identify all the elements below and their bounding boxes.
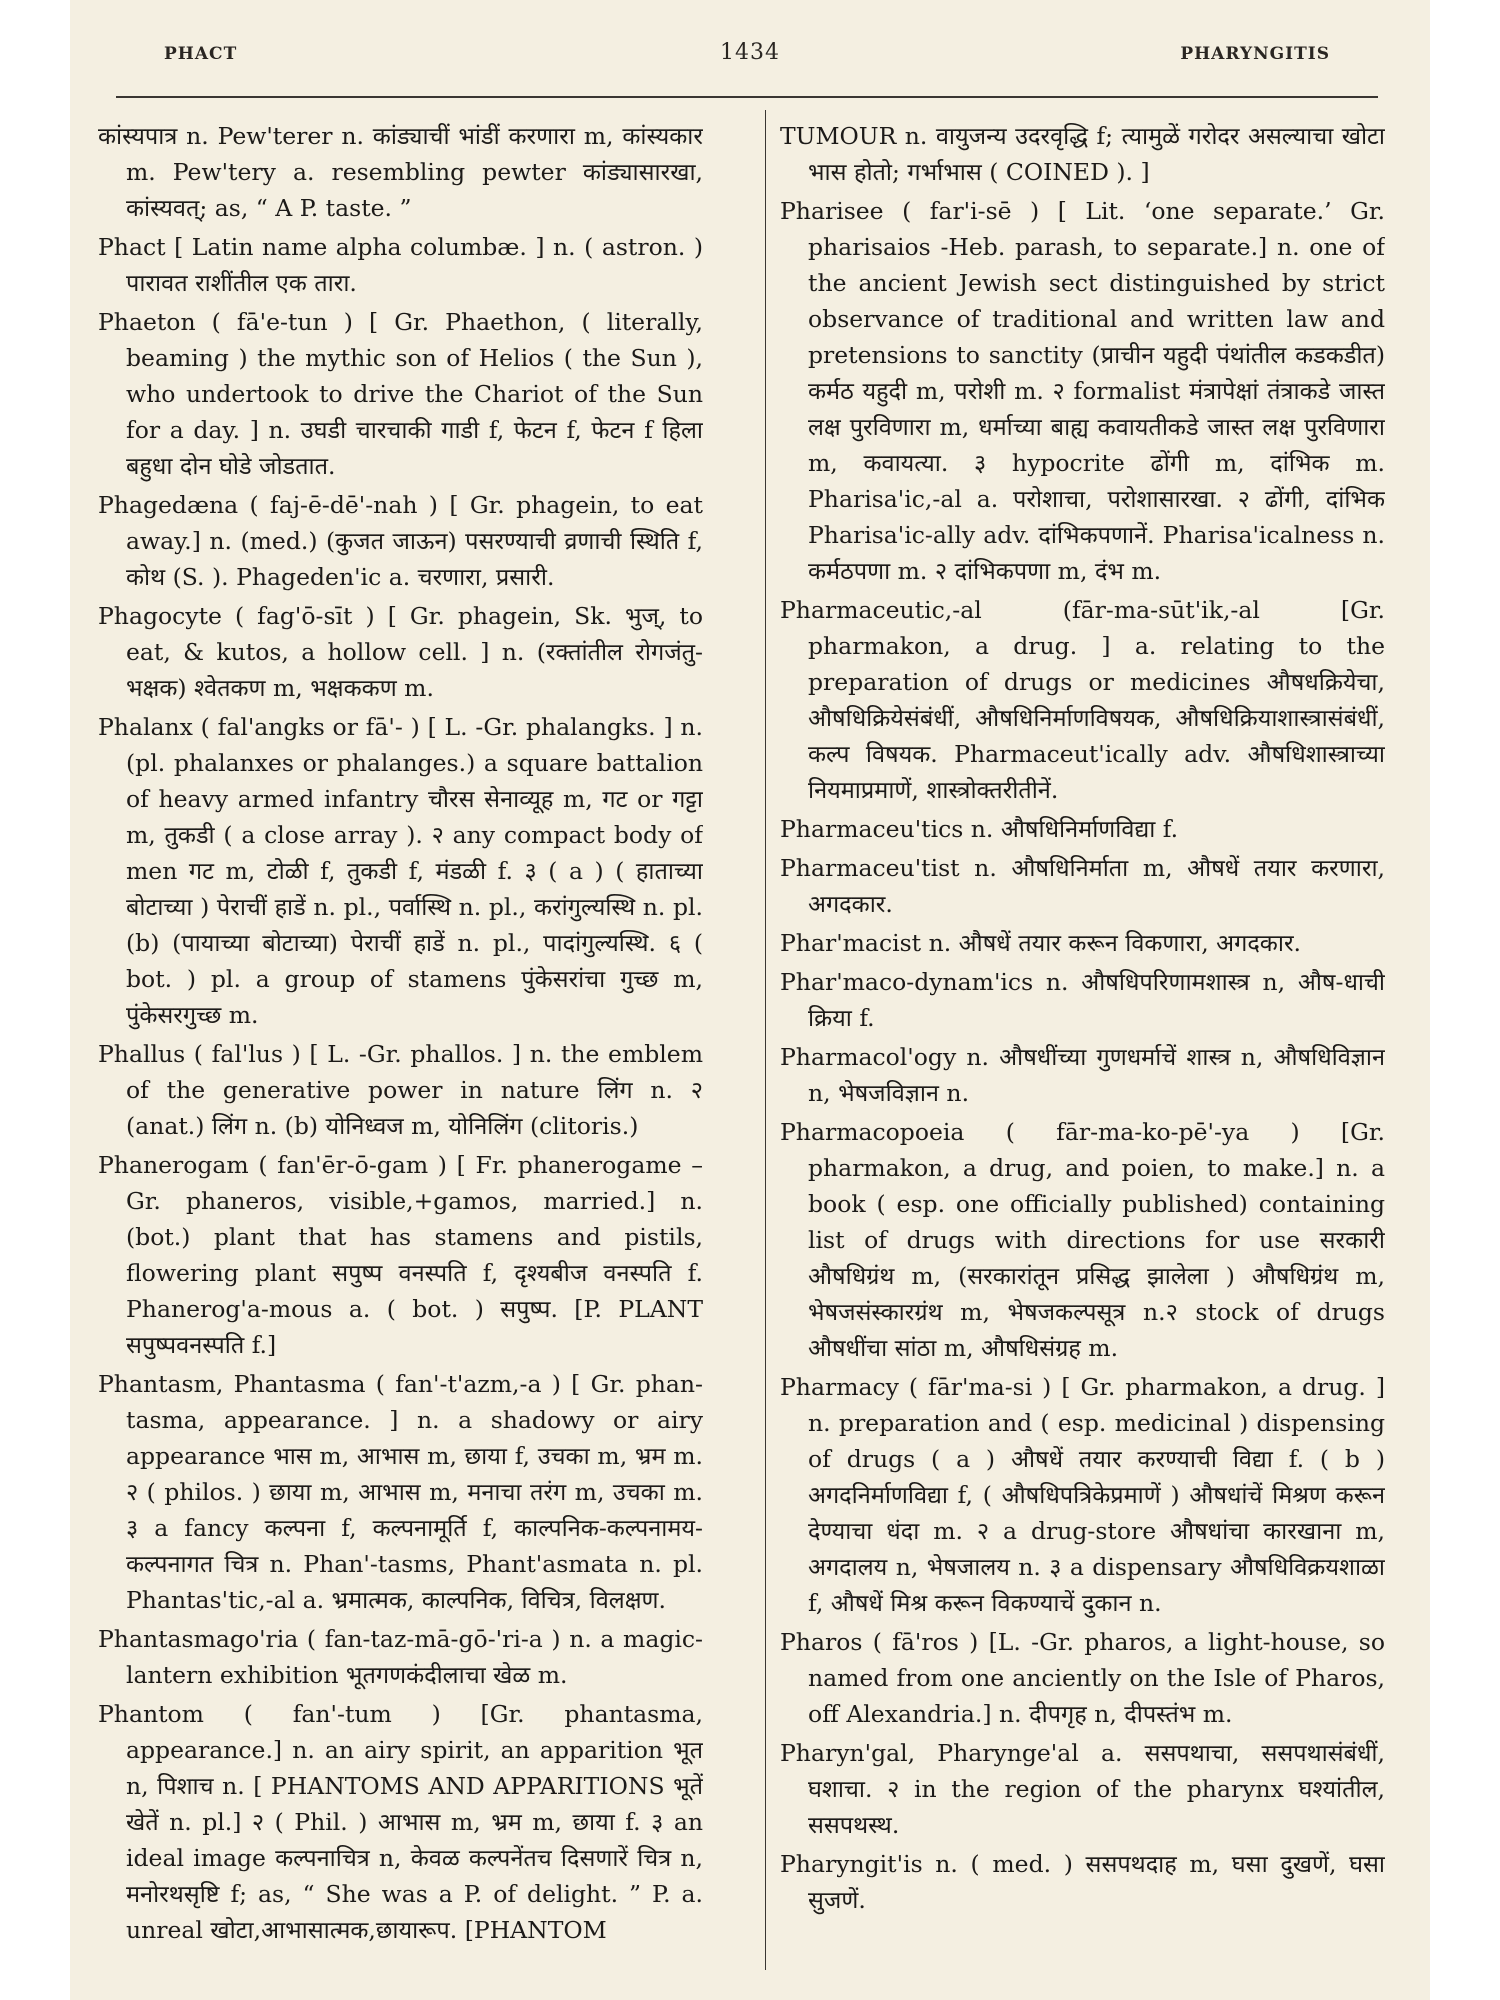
- dictionary-entry: Pharmaceu'tics n. औषधिनिर्माणविद्या f.: [780, 815, 1179, 843]
- right-column: [780, 118, 1385, 1978]
- dictionary-entry: Pharisee ( far'i-sē ) [ Lit. ‘one separate.’ Gr. pharisaios -Heb. parash, to separate.] n. one of the ancient Jewish sect distinguished by strict observance of traditional and written law and pretensions to sanctity (प्राचीन यहुदी पंथांतील कडकडीत) कर्मठ यहुदी m, परोशी m. २ formalist मंत्रापेक्षां तंत्राकडे जास्त लक्ष पुरविणारा m, धर्माच्या बाह्य कवायतीकडे जास्त लक्ष पुरविणारा m, कवायत्या. ३ hypocrite ढोंगी m, दांभिक m. Pharisa'ic,-al a. परोशाचा, परोशासारखा. २ ढोंगी, दांभिक Pharisa'ic-ally adv. दांभिकपणानें. Pharisa'icalness n. कर्मठपणा m. २ दांभिकपणा m, दंभ m.: [780, 197, 1385, 585]
- dictionary-page: [70, 0, 1430, 2000]
- dictionary-entry: Phar'maco-dynam'ics n. औषधिपरिणामशास्त्र n, औष-धाची क्रिया f.: [780, 968, 1385, 1032]
- dictionary-entry: कांस्यपात्र n. Pew'terer n. कांड्याचीं भांडीं करणारा m, कांस्यकार m. Pew'tery a. resembling pewter कांड्यासारखा, कांस्यवत्; as, “ A P. taste. ”: [98, 122, 703, 222]
- dictionary-entry: Phalanx ( fal'angks or fā'- ) [ L. -Gr. phalangks. ] n. (pl. phalanxes or phalanges.) a square battalion of heavy armed infantry चौरस सेनाव्यूह m, गट or गट्टा m, तुकडी ( a close array ). २ any compact body of men गट m, टोळी f, तुकडी f, मंडळी f. ३ ( a ) ( हाताच्या बोटाच्या ) पेराचीं हाडें n. pl., पर्वास्थि n. pl., करांगुल्यस्थि n. pl. (b) (पायाच्या बोटाच्या) पेराचीं हाडें n. pl., पादांगुल्यस्थि. ६ ( bot. ) pl. a group of stamens पुंकेसरांचा गुच्छ m, पुंकेसरगुच्छ m.: [98, 713, 703, 1029]
- dictionary-entry: Phantasm, Phantasma ( fan'-t'azm,-a ) [ Gr. phan-tasma, appearance. ] n. a shadowy or airy appearance भास m, आभास m, छाया f, उचका m, भ्रम m. २ ( philos. ) छाया m, आभास m, मनाचा तरंग m, उचका m. ३ a fancy कल्पना f, कल्पनामूर्ति f, काल्पनिक-कल्पनामय-कल्पनागत चित्र n. Phan'-tasms, Phant'asmata n. pl. Phantas'tic,-al a. भ्रमात्मक, काल्पनिक, विचित्र, विलक्षण.: [98, 1370, 703, 1614]
- page-number: 1434: [720, 40, 780, 65]
- guide-word-left: PHACT: [164, 44, 238, 64]
- dictionary-entry: Phantasmago'ria ( fan-taz-mā-gō-'ri-a ) n. a magic-lantern exhibition भूतगणकंदीलाचा खेळ m.: [98, 1625, 703, 1689]
- dictionary-entry: Phaeton ( fā'e-tun ) [ Gr. Phaethon, ( literally, beaming ) the mythic son of Helios ( the Sun ), who undertook to drive the Chariot of the Sun for a day. ] n. उघडी चारचाकी गाडी f, फेटन f, फेटन f हिला बहुधा दोन घोडे जोडतात.: [98, 308, 703, 480]
- dictionary-entry: Pharmaceu'tist n. औषधिनिर्माता m, औषधें तयार करणारा, अगदकार.: [780, 854, 1385, 918]
- dictionary-entry: Pharos ( fā'ros ) [L. -Gr. pharos, a light-house, so named from one anciently on the Isle of Pharos, off Alexandria.] n. दीपगृह n, दीपस्तंभ m.: [780, 1628, 1385, 1728]
- dictionary-entry: Pharmacy ( fār'ma-si ) [ Gr. pharmakon, a drug. ] n. preparation and ( esp. medicinal ) dispensing of drugs ( a ) औषधें तयार करण्याची विद्या f. ( b ) अगदनिर्माणविद्या f, ( औषधिपत्रिकेप्रमाणें ) औषधांचें मिश्रण करून देण्याचा धंदा m. २ a drug-store औषधांचा कारखाना m, अगदालय n, भेषजालय n. ३ a dispensary औषधिविक्रयशाळा f, औषधें मिश्र करून विकण्याचें दुकान n.: [780, 1373, 1385, 1617]
- dictionary-entry: TUMOUR n. वायुजन्य उदरवृद्धि f; त्यामुळें गरोदर असल्याचा खोटा भास होतो; गर्भाभास ( COINED ). ]: [780, 122, 1385, 186]
- dictionary-entry: Pharmaceutic,-al (fār-ma-sūt'ik,-al [Gr. pharmakon, a drug. ] a. relating to the preparation of drugs or medicines औषधक्रियेचा, औषधिक्रियेसंबंधीं, औषधिनिर्माणविषयक, औषधिक्रियाशास्त्रासंबंधीं, कल्प विषयक. Pharmaceut'ically adv. औषधिशास्त्राच्या नियमाप्रमाणें, शास्त्रोक्तरीतीनें.: [780, 596, 1385, 804]
- dictionary-entry: Pharmacol'ogy n. औषधींच्या गुणधर्माचें शास्त्र n, औषधिविज्ञान n, भेषजविज्ञान n.: [780, 1043, 1385, 1107]
- dictionary-entry: Phagocyte ( fag'ō-sīt ) [ Gr. phagein, Sk. भुज्, to eat, & kutos, a hollow cell. ] n. (रक्तांतील रोगजंतु-भक्षक) श्वेतकण m, भक्षककण m.: [98, 602, 703, 702]
- header-rule: [116, 96, 1378, 98]
- dictionary-entry: Pharyngit'is n. ( med. ) ससपथदाह m, घसा दुखणें, घसा सुजणें.: [780, 1850, 1385, 1914]
- dictionary-entry: Pharyn'gal, Pharynge'al a. ससपथाचा, ससपथासंबंधीं, घशाचा. २ in the region of the pharynx घश्यांतील, ससपथस्थ.: [780, 1739, 1385, 1839]
- dictionary-entry: Phact [ Latin name alpha columbæ. ] n. ( astron. ) पारावत राशींतील एक तारा.: [98, 233, 703, 297]
- dictionary-entry: Phantom ( fan'-tum ) [Gr. phantasma, appearance.] n. an airy spirit, an apparition भूत n, पिशाच n. [ PHANTOMS AND APPARITIONS भूतें खेतें n. pl.] २ ( Phil. ) आभास m, भ्रम m, छाया f. ३ an ideal image कल्पनाचित्र n, केवळ कल्पनेंतच दिसणारें चित्र n, मनोरथसृष्टि f; as, “ She was a P. of delight. ” P. a. unreal खोटा,आभासात्मक,छायारूप. [PHANTOM: [98, 1700, 703, 1944]
- dictionary-entry: Pharmacopoeia ( fār-ma-ko-pē'-ya ) [Gr. pharmakon, a drug, and poien, to make.] n. a book ( esp. one officially published) containing list of drugs with directions for use सरकारी औषधिग्रंथ m, (सरकारांतून प्रसिद्ध झालेला ) औषधिग्रंथ m, भेषजसंस्कारग्रंथ m, भेषजकल्पसूत्र n.२ stock of drugs औषधींचा सांठा m, औषधिसंग्रह m.: [780, 1118, 1385, 1362]
- dictionary-entry: Phagedæna ( faj-ē-dē'-nah ) [ Gr. phagein, to eat away.] n. (med.) (कुजत जाऊन) पसरण्याची व्रणाची स्थिति f, कोथ (S. ). Phageden'ic a. चरणारा, प्रसारी.: [98, 491, 703, 591]
- left-column: [98, 118, 703, 1978]
- dictionary-entry: Phar'macist n. औषधें तयार करून विकणारा, अगदकार.: [780, 929, 1302, 957]
- guide-word-right: PHARYNGITIS: [1180, 44, 1330, 64]
- column-divider: [765, 110, 766, 1970]
- dictionary-entry: Phallus ( fal'lus ) [ L. -Gr. phallos. ] n. the emblem of the generative power in nature लिंग n. २ (anat.) लिंग n. (b) योनिध्वज m, योनिलिंग (clitoris.): [98, 1040, 703, 1140]
- dictionary-entry: Phanerogam ( fan'ēr-ō-gam ) [ Fr. phanerogame –Gr. phaneros, visible,+gamos, married.] n. (bot.) plant that has stamens and pistils, flowering plant सपुष्प वनस्पति f, दृश्यबीज वनस्पति f. Phanerog'a-mous a. ( bot. ) सपुष्प. [P. PLANT सपुष्पवनस्पति f.]: [98, 1151, 703, 1359]
